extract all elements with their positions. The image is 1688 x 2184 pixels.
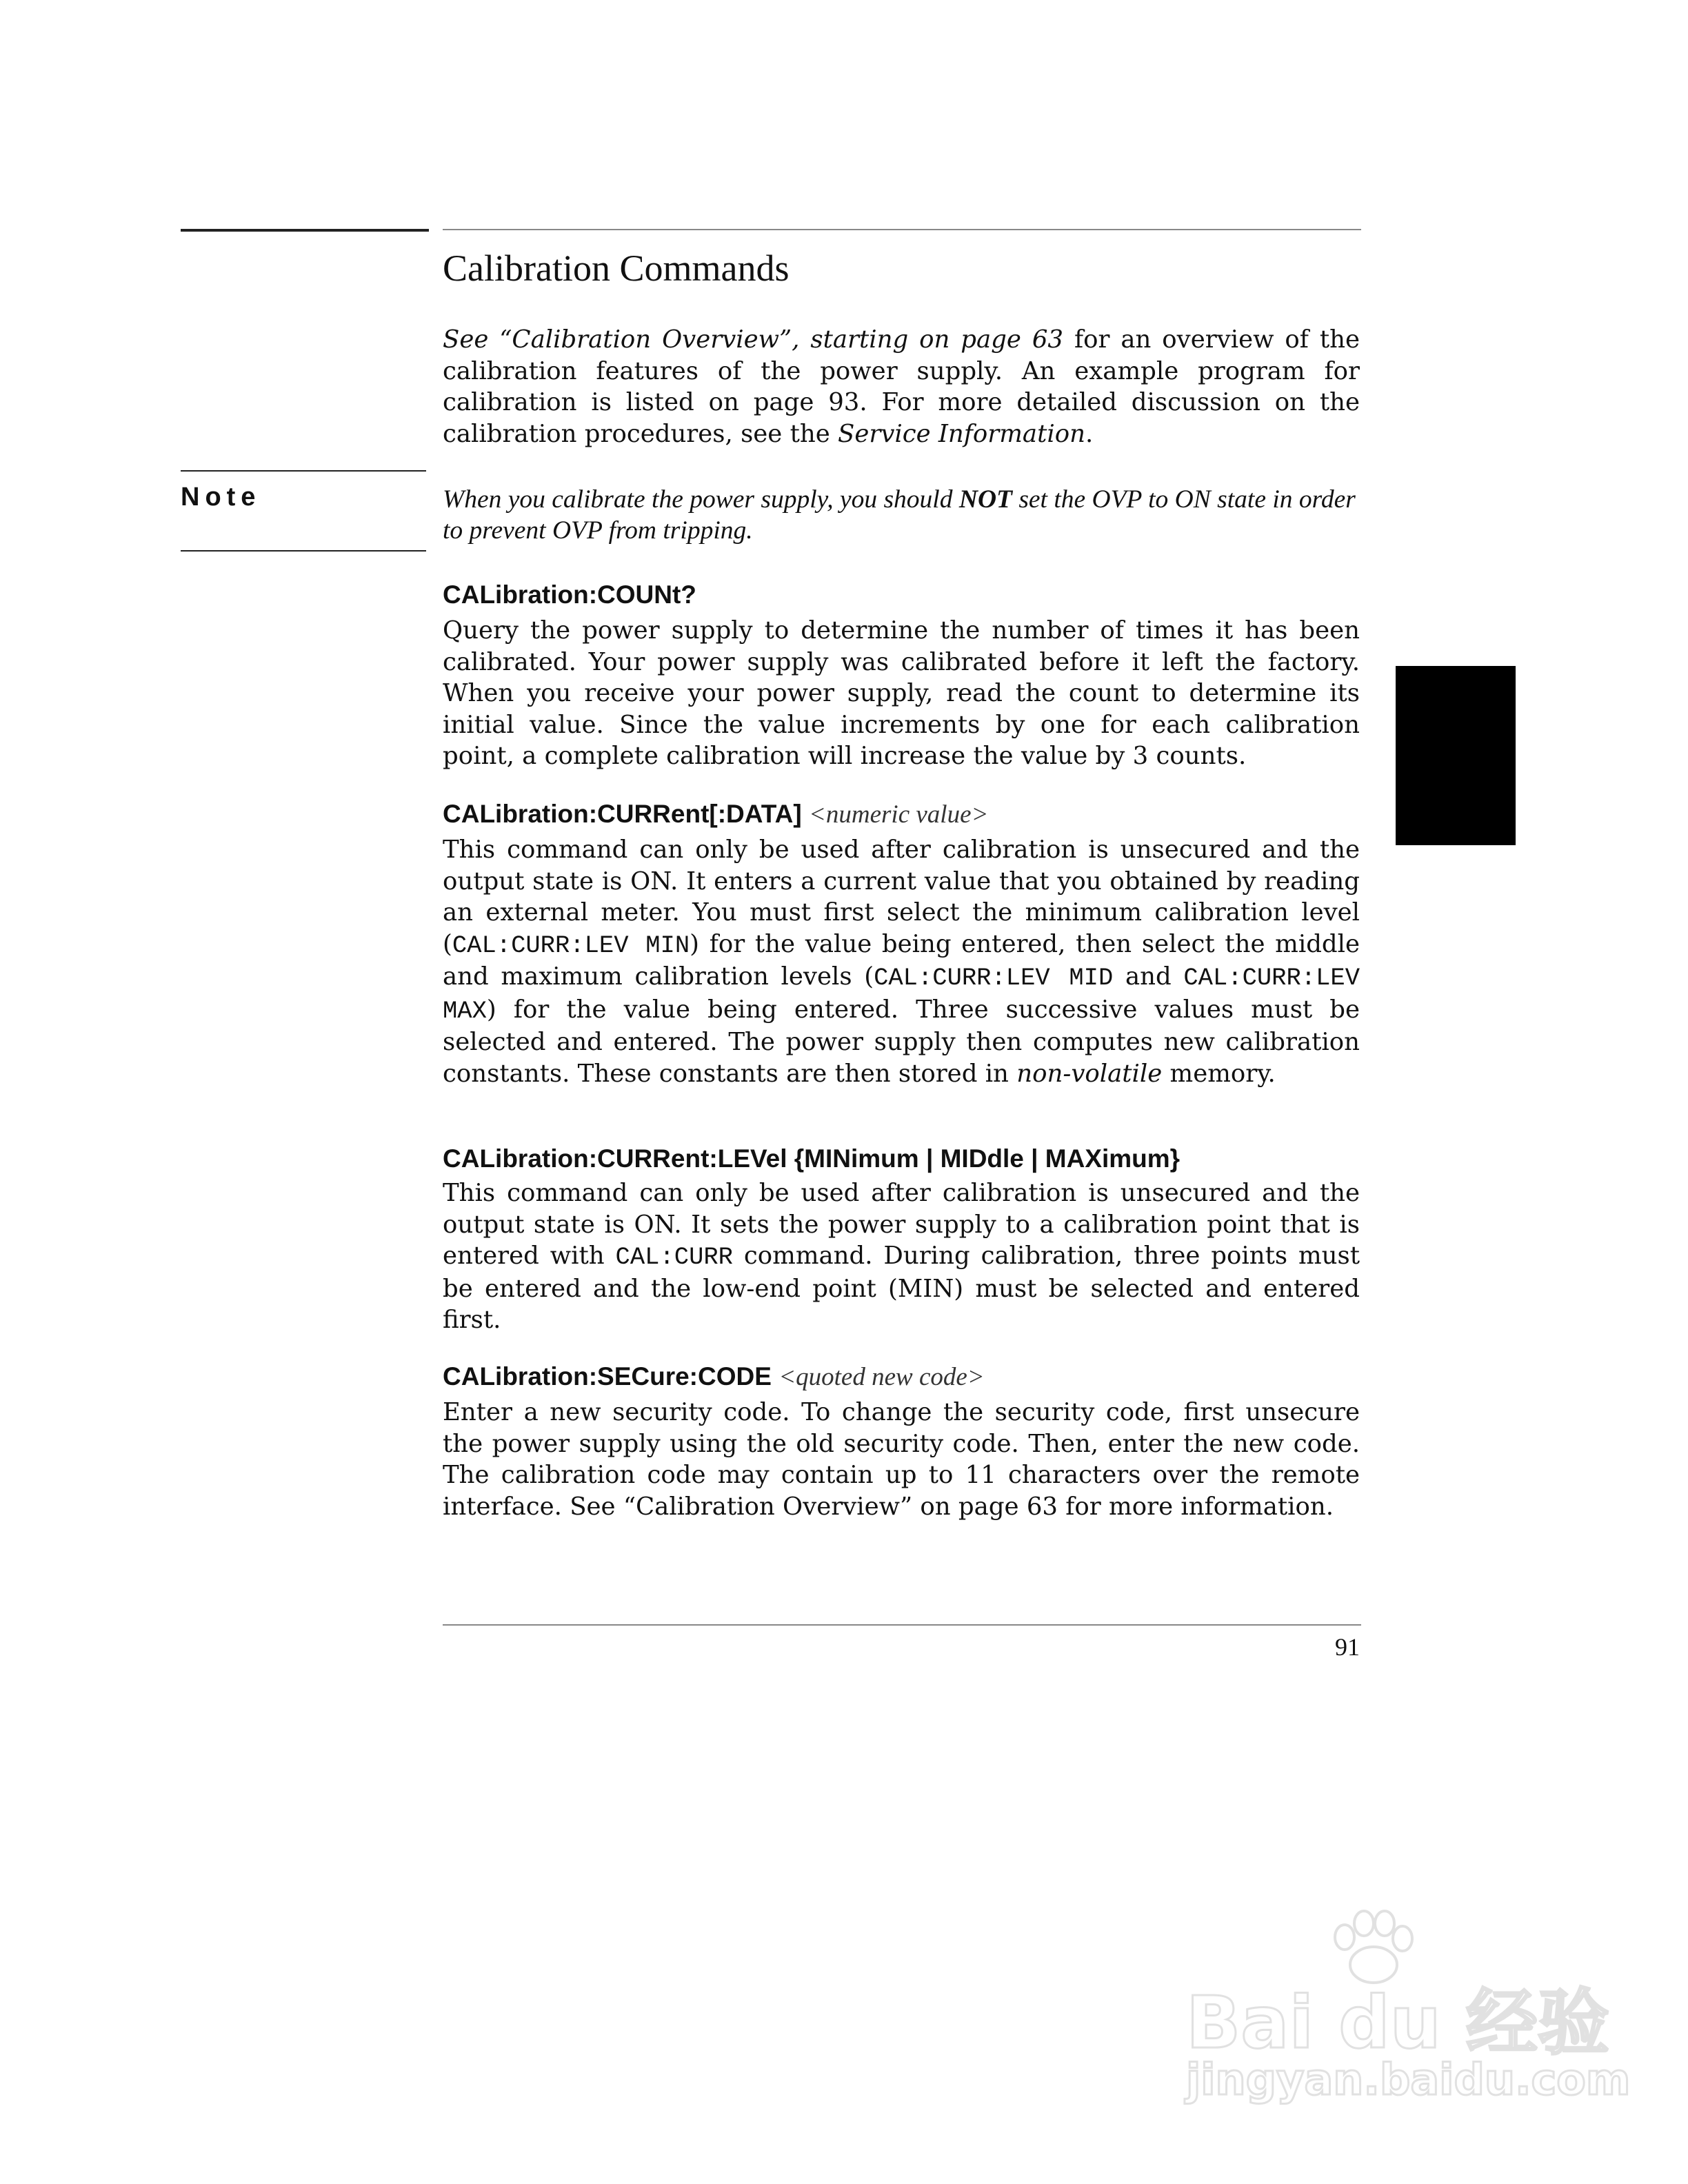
service-information-ref: Service Information [838,419,1085,448]
note-emphasis: NOT [958,485,1012,514]
command-parameter: <numeric value> [808,800,989,829]
page-number: 91 [1335,1633,1360,1661]
non-volatile-term: non-volatile [1016,1059,1163,1088]
section-title: Calibration Commands [443,247,790,289]
footer-rule [443,1624,1361,1626]
code-snippet: CAL:CURR:LEV MID [874,964,1114,992]
note-text: When you calibrate the power supply, you should NOT set the OVP to ON state in order to prevent OVP from tripping. [443,485,1356,545]
command-description-current-data: This command can only be used after calibration is unsecured and the output state is ON. It enters a current value that you obtained by reading an external meter. You must first select the minimum calibration level (CAL:CURR:LEV MIN) for the value being entered, then select the middle and maximum calibration levels (CAL:CURR:LEV MID and CAL:CURR:LEV MAX) for the value being entered. Three successive values must be selected and entered. The power supply then computes new calibration constants. These constants are then stored in non-volatile memory. [443,836,1360,1088]
command-description-current-level: This command can only be used after calibration is unsecured and the output state is ON. It sets the power supply to a calibration point that is entered with CAL:CURR command. During calibration, three points must be entered and the low-end point (MIN) must be selected and entered first. [443,1179,1360,1334]
top-left-rule [181,229,429,232]
code-snippet: CAL:CURR:LEV MIN [452,931,690,960]
code-snippet: CAL:CURR:LEV MAX [443,964,1360,1025]
command-description-count: Query the power supply to determine the number of times it has been calibrated. Your power supply was calibrated before it left the factory. When you receive your power supply, read the count to determine its initial value. Since the value increments by one for each calibration point, a complete calibration will increase the value by 3 counts. [443,616,1360,770]
command-heading-current-level: CALibration:CURRent:LEVel {MINimum | MIDdle | MAXimum} [443,1144,1180,1173]
command-parameter: <quoted new code> [778,1363,985,1391]
watermark-brand: Bai du 经验 [1186,1981,1609,2065]
intro-reference: See “Calibration Overview”, starting on page 63 [443,325,1064,354]
command-heading-secure-code: CALibration:SECure:CODE <quoted new code> [443,1362,985,1391]
command-description-secure-code: Enter a new security code. To change the security code, first unsecure the power supply using the old security code. Then, enter the new code. The calibration code may contain up to 11 characters over the remote interface. See “Calibration Overview” on page 63 for more information. [443,1398,1360,1521]
note-bottom-rule [181,550,426,552]
command-heading-current-data: CALibration:CURRent[:DATA] <numeric value> [443,800,989,829]
watermark-url: jingyan.baidu.com [1186,2054,1631,2105]
code-snippet: CAL:CURR [615,1243,733,1271]
top-right-rule [443,229,1361,230]
intro-paragraph: See “Calibration Overview”, starting on page 63 for an overview of the calibration features of the power supply. An example program for calibration is listed on page 93. For more detailed discussion on the calibration procedures, see the Service Information. [443,325,1360,448]
chapter-tab-marker [1396,666,1516,845]
command-heading-count: CALibration:COUNt? [443,580,696,609]
watermark [1186,1910,1631,2116]
note-top-rule [181,470,426,472]
note-label: Note [181,483,261,512]
